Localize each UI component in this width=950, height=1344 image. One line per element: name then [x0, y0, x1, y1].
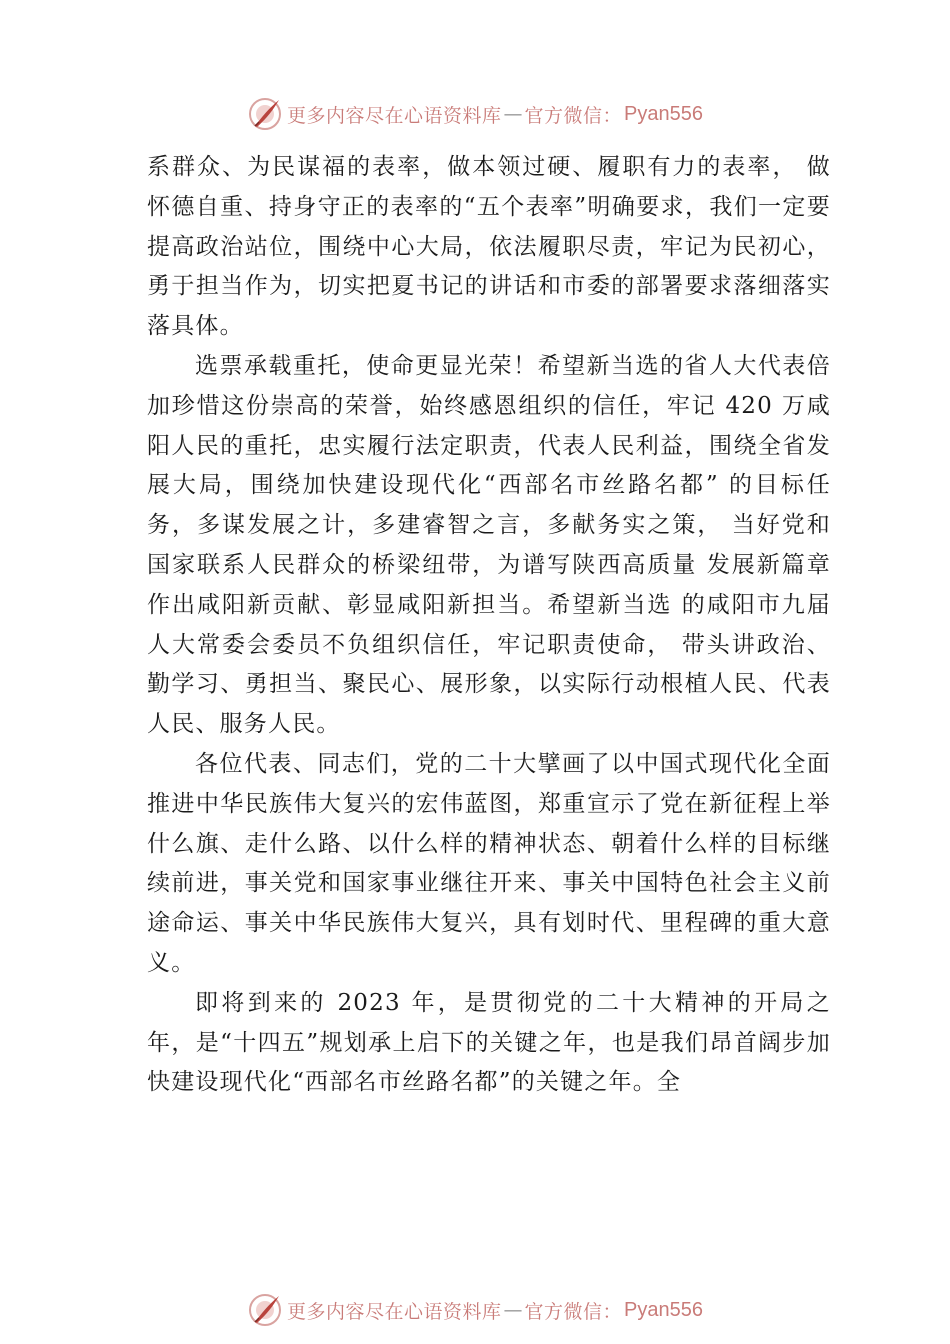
footer-watermark — [0, 1290, 950, 1330]
wechat-id: Pyan556 — [624, 1298, 703, 1321]
watermark-text: 更多内容尽在心语资料库 — [287, 1300, 502, 1323]
quill-logo-icon — [247, 96, 283, 132]
wechat-label: 官方微信： — [524, 1300, 623, 1323]
wechat-label: 官方微信： — [524, 104, 623, 127]
watermark-dash: — — [503, 1299, 523, 1321]
watermark-text: 更多内容尽在心语资料库 — [287, 104, 502, 127]
paragraph-3: 各位代表、同志们，党的二十大擘画了以中国式现代化全面推进中华民族伟大复兴的宏伟蓝图，郑重宣示了党在新征程上举什么旗、走什么路、以什么样的精神状态、朝着什么样的目标继续前进，事关党和国家事业继往开来、事关中国特色社会主义前途命运、事关中华民族伟大复兴，具有划时代、里程碑的重大意义。 — [147, 750, 831, 976]
paragraph-1: 系群众、为民谋福的表率，做本领过硬、履职有力的表率， 做怀德自重、持身守正的表率的“五个表率”明确要求，我们一定要提高政治站位，围绕中心大局，依法履职尽责，牢记为民初心，勇于担当作为，切实把夏书记的讲话和市委的部署要求落细落实落具体。 — [147, 154, 831, 340]
paragraph-2: 选票承载重托，使命更显光荣！希望新当选的省人大代表倍加珍惜这份崇高的荣誉，始终感恩组织的信任，牢记 420 万咸阳人民的重托，忠实履行法定职责，代表人民利益，围绕全省发展大局，围绕加快建设现代化“西部名市丝路名都” 的目标任务，多谋发展之计，多建睿智之言，多献务实之策， 当好党和国家联系人民群众的桥梁纽带，为谱写陕西高质量 发展新篇章作出咸阳新贡献、彰显咸阳新担当。希望新当选 的咸阳市九届人大常委会委员不负组织信任，牢记职责使命， 带头讲政治、勤学习、勇担当、聚民心、展形象，以实际行动根植人民、代表人民、服务人民。 — [147, 352, 831, 738]
wechat-id: Pyan556 — [624, 102, 703, 125]
quill-logo-icon — [247, 1292, 283, 1328]
paragraph-4: 即将到来的 2023 年，是贯彻党的二十大精神的开局之年，是“十四五”规划承上启下的关键之年，也是我们昂首阔步加快建设现代化“西部名市丝路名都”的关键之年。全 — [147, 989, 831, 1096]
document-body — [147, 148, 831, 1103]
watermark-dash: — — [503, 103, 523, 125]
header-watermark — [0, 94, 950, 134]
